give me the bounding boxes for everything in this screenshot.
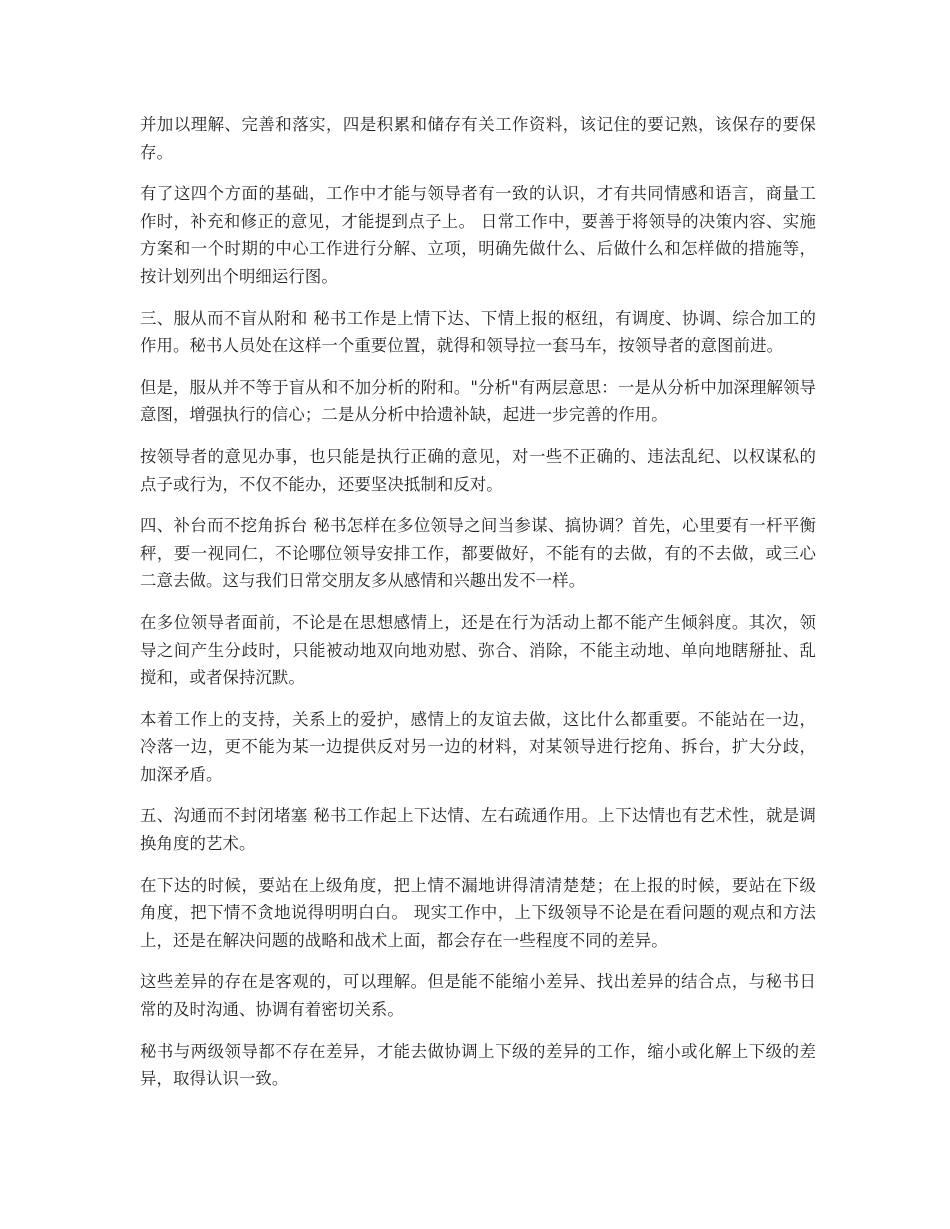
paragraph: 并加以理解、完善和落实，四是积累和储存有关工作资料，该记住的要记熟，该保存的要保存。 <box>140 115 816 162</box>
paragraph: 在多位领导者面前，不论是在思想感情上，还是在行为活动上都不能产生倾斜度。其次，领导之间产生分歧时，只能被动地双向地劝慰、弥合、消除，不能主动地、单向地瞎掰扯、乱搅和，或者保持沉默。 <box>140 612 816 688</box>
paragraph: 五、沟通而不封闭堵塞 秘书工作起上下达情、左右疏通作用。上下达情也有艺术性，就是调换角度的艺术。 <box>140 806 816 854</box>
paragraph: 在下达的时候，要站在上级角度，把上情不漏地讲得清清楚楚；在上报的时候，要站在下级角度，把下情不贪地说得明明白白。 现实工作中，上下级领导不论是在看问题的观点和方法上，还是在解决问题的战略和战术上面，都会存在一些程度不同的差异。 <box>140 875 816 950</box>
paragraph: 三、服从而不盲从附和 秘书工作是上情下达、下情上报的枢纽，有调度、协调、综合加工的作用。秘书人员处在这样一个重要位置，就得和领导拉一套马车，按领导者的意图前进。 <box>140 308 816 356</box>
document-page <box>140 111 816 1107</box>
paragraph: 有了这四个方面的基础，工作中才能与领导者有一致的认识，才有共同情感和语言，商量工作时，补充和修正的意见，才能提到点子上。 日常工作中，要善于将领导的决策内容、实施方案和一个时期的中心工作进行分解、立项，明确先做什么、后做什么和怎样做的措施等，按计划列出个明细运行图。 <box>140 184 816 286</box>
paragraph: 按领导者的意见办事，也只能是执行正确的意见，对一些不正确的、违法乱纪、以权谋私的点子或行为，不仅不能办，还要坚决抵制和反对。 <box>140 446 816 494</box>
paragraph: 秘书与两级领导都不存在差异，才能去做协调上下级的差异的工作，缩小或化解上下级的差异，取得认识一致。 <box>140 1041 816 1089</box>
paragraph: 这些差异的存在是客观的，可以理解。但是能不能缩小差异、找出差异的结合点，与秘书日常的及时沟通、协调有着密切关系。 <box>140 972 816 1020</box>
paragraph: 本着工作上的支持，关系上的爱护，感情上的友谊去做，这比什么都重要。不能站在一边，冷落一边，更不能为某一边提供反对另一边的材料，对某领导进行挖角、拆台，扩大分歧，加深矛盾。 <box>140 709 816 784</box>
paragraph: 四、补台而不挖角拆台 秘书怎样在多位领导之间当参谋、搞协调？首先，心里要有一杆平衡秤，要一视同仁，不论哪位领导安排工作，都要做好，不能有的去做，有的不去做，或三心二意去做。这与我们日常交朋友多从感情和兴趣出发不一样。 <box>140 516 816 591</box>
paragraph: 但是，服从并不等于盲从和不加分析的附和。"分析"有两层意思：一是从分析中加深理解领导意图，增强执行的信心；二是从分析中拾遗补缺，起进一步完善的作用。 <box>140 377 816 425</box>
